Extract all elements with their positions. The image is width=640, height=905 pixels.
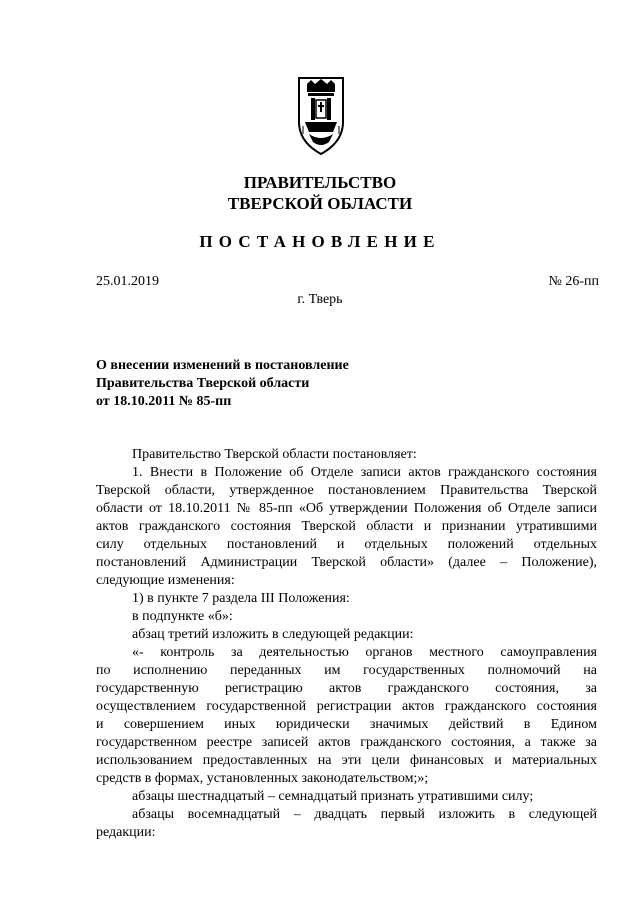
subject-line: О внесении изменений в постановление bbox=[96, 358, 349, 373]
body-line: абзацы шестнадцатый – семнадцатый признать утратившими силу; bbox=[132, 789, 534, 804]
body-line: следующие изменения: bbox=[96, 573, 235, 588]
organization-name-line2: ТВЕРСКОЙ ОБЛАСТИ bbox=[227, 194, 413, 213]
body-line: Тверской области, утвержденное постановлением Правительства Тверской bbox=[96, 483, 597, 498]
body-line: Правительство Тверской области постановляет: bbox=[132, 447, 417, 462]
organization-name-line1: ПРАВИТЕЛЬСТВО bbox=[243, 173, 397, 192]
body-line: редакции: bbox=[96, 825, 156, 840]
document-city: г. Тверь bbox=[297, 292, 343, 307]
body-line: осуществлением государственной регистрации актов гражданского состояния bbox=[96, 699, 597, 714]
document-number: № 26-пп bbox=[548, 274, 599, 289]
body-line: абзацы восемнадцатый – двадцать первый изложить в следующей bbox=[132, 807, 597, 822]
body-line: силу отдельных постановлений и отдельных положений отдельных bbox=[96, 537, 597, 552]
body-line: абзац третий изложить в следующей редакции: bbox=[132, 627, 414, 642]
subject-line: Правительства Тверской области bbox=[96, 376, 310, 391]
document-date: 25.01.2019 bbox=[96, 274, 159, 289]
body-line: актов гражданского состояния Тверской области и признании утратившими bbox=[96, 519, 597, 534]
subject-line: от 18.10.2011 № 85-пп bbox=[96, 394, 232, 409]
body-line: 1) в пункте 7 раздела III Положения: bbox=[132, 591, 350, 606]
document-subject bbox=[96, 357, 349, 411]
body-line: области от 18.10.2011 № 85-пп «Об утверждении Положения об Отделе записи bbox=[96, 501, 597, 516]
body-line: государственную регистрацию актов гражданского состояния, за bbox=[96, 681, 597, 696]
body-line: «- контроль за деятельностью органов местного самоуправления bbox=[132, 645, 597, 660]
document-body bbox=[96, 446, 597, 842]
body-line: в подпункте «б»: bbox=[132, 609, 233, 624]
body-line: использованием предоставленных на эти цели финансовых и материальных bbox=[96, 753, 597, 768]
body-line: постановлений Администрации Тверской области» (далее – Положение), bbox=[96, 555, 597, 570]
tver-coat-of-arms-emblem bbox=[293, 76, 349, 156]
body-line: государственном реестре записей актов гражданского состояния, а также за bbox=[96, 735, 597, 750]
body-line: по исполнению переданных им государственных полномочий на bbox=[96, 663, 597, 678]
body-line: 1. Внести в Положение об Отделе записи актов гражданского состояния bbox=[132, 465, 597, 480]
body-line: и совершением иных юридически значимых действий в Едином bbox=[96, 717, 597, 732]
body-line: средств в формах, установленных законодательством;»; bbox=[96, 771, 429, 786]
document-type-title: ПОСТАНОВЛЕНИЕ bbox=[199, 232, 441, 251]
